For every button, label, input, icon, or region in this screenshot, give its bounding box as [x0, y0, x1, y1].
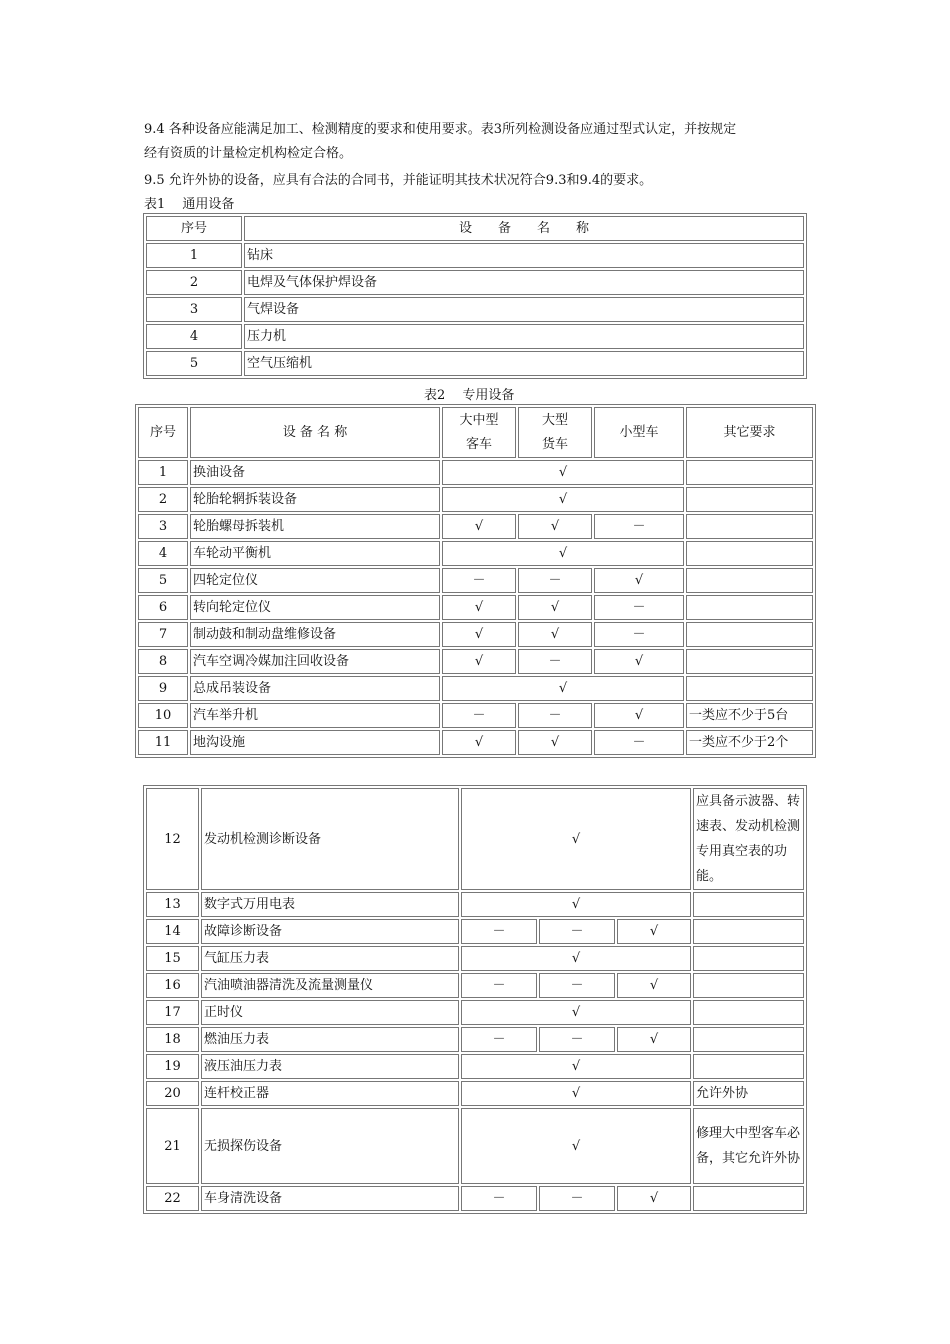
cell-name: 制动鼓和制动盘维修设备 — [190, 622, 440, 647]
cell-applies-all: √ — [461, 1000, 691, 1025]
table2-header-bus — [442, 407, 516, 458]
cell-name: 汽油喷油器清洗及流量测量仪 — [201, 973, 459, 998]
cell-other-requirement — [686, 460, 813, 485]
cell-name: 汽车空调冷媒加注回收设备 — [190, 649, 440, 674]
cell-name: 总成吊装设备 — [190, 676, 440, 701]
table-row — [146, 1027, 804, 1052]
cell-small: √ — [617, 1186, 691, 1211]
table2-header-truck — [518, 407, 592, 458]
cell-name: 故障诊断设备 — [201, 919, 459, 944]
cell-no: 21 — [146, 1108, 199, 1184]
cell-applies-all: √ — [461, 946, 691, 971]
paragraph-9-4-line2: 经有资质的计量检定机构检定合格。 — [144, 146, 353, 161]
table2-header-other: 其它要求 — [686, 407, 813, 458]
cell-bus: － — [461, 973, 537, 998]
cell-name: 转向轮定位仪 — [190, 595, 440, 620]
table2-header-truck-line2: 货车 — [541, 436, 568, 452]
cell-name: 四轮定位仪 — [190, 568, 440, 593]
cell-no: 11 — [138, 730, 188, 755]
table-row — [146, 1081, 804, 1106]
table-row — [138, 568, 813, 593]
table1-header-no: 序号 — [146, 216, 242, 241]
table2-header-row — [138, 407, 813, 458]
cell-truck: － — [539, 973, 615, 998]
cell-other-requirement: 应具备示波器、转速表、发动机检测专用真空表的功能。 — [693, 788, 804, 890]
cell-bus: √ — [442, 595, 516, 620]
cell-other-requirement — [686, 676, 813, 701]
cell-truck: √ — [518, 514, 592, 539]
cell-no: 22 — [146, 1186, 199, 1211]
cell-bus: √ — [442, 514, 516, 539]
cell-truck: － — [518, 568, 592, 593]
cell-no: 10 — [138, 703, 188, 728]
cell-name: 汽车举升机 — [190, 703, 440, 728]
table-row — [146, 270, 804, 295]
table-special-equipment — [135, 404, 816, 758]
table1-cell-no: 1 — [146, 243, 242, 268]
cell-applies-all: √ — [442, 676, 684, 701]
cell-small: √ — [594, 703, 684, 728]
cell-no: 7 — [138, 622, 188, 647]
cell-other-requirement — [686, 487, 813, 512]
cell-no: 6 — [138, 595, 188, 620]
cell-other-requirement — [686, 541, 813, 566]
table-row — [138, 487, 813, 512]
cell-small: － — [594, 595, 684, 620]
table2-header-no: 序号 — [138, 407, 188, 458]
cell-truck: － — [518, 703, 592, 728]
cell-truck: √ — [518, 595, 592, 620]
cell-no: 15 — [146, 946, 199, 971]
cell-no: 5 — [138, 568, 188, 593]
cell-truck: － — [539, 1186, 615, 1211]
paragraph-9-4 — [144, 118, 814, 166]
table-row — [138, 730, 813, 755]
cell-no: 12 — [146, 788, 199, 890]
cell-other-requirement: 一类应不少于2个 — [686, 730, 813, 755]
table2-header-name: 设 备 名 称 — [190, 407, 440, 458]
cell-bus: － — [442, 568, 516, 593]
cell-other-requirement — [693, 1054, 804, 1079]
cell-truck: √ — [518, 730, 592, 755]
cell-applies-all: √ — [461, 788, 691, 890]
table2-header-bus-line2: 客车 — [465, 436, 492, 452]
cell-name: 换油设备 — [190, 460, 440, 485]
cell-other-requirement — [693, 1000, 804, 1025]
cell-no: 4 — [138, 541, 188, 566]
cell-applies-all: √ — [442, 487, 684, 512]
cell-name: 轮胎螺母拆装机 — [190, 514, 440, 539]
table-special-equipment-continued — [143, 785, 807, 1214]
table-row — [146, 946, 804, 971]
cell-no: 3 — [138, 514, 188, 539]
table-row — [138, 703, 813, 728]
table1-header-row — [146, 216, 804, 241]
cell-no: 16 — [146, 973, 199, 998]
table-row — [146, 1108, 804, 1184]
cell-small: √ — [617, 919, 691, 944]
cell-other-requirement — [693, 946, 804, 971]
table-row — [146, 351, 804, 376]
cell-applies-all: √ — [442, 460, 684, 485]
table-row — [146, 973, 804, 998]
cell-other-requirement — [693, 1027, 804, 1052]
cell-other-requirement — [686, 622, 813, 647]
cell-other-requirement — [686, 649, 813, 674]
cell-no: 14 — [146, 919, 199, 944]
cell-other-requirement — [686, 568, 813, 593]
cell-other-requirement — [693, 1186, 804, 1211]
cell-other-requirement — [693, 973, 804, 998]
cell-other-requirement — [693, 892, 804, 917]
table-row — [138, 595, 813, 620]
cell-bus: √ — [442, 622, 516, 647]
cell-name: 地沟设施 — [190, 730, 440, 755]
cell-truck: － — [539, 919, 615, 944]
table-row — [146, 324, 804, 349]
table-row — [146, 788, 804, 890]
table-row — [146, 892, 804, 917]
cell-applies-all: √ — [461, 1081, 691, 1106]
cell-name: 液压油压力表 — [201, 1054, 459, 1079]
table-row — [138, 460, 813, 485]
cell-name: 车轮动平衡机 — [190, 541, 440, 566]
cell-name: 轮胎轮辋拆装设备 — [190, 487, 440, 512]
cell-bus: － — [461, 1027, 537, 1052]
table-row — [146, 1054, 804, 1079]
table2-header-small: 小型车 — [594, 407, 684, 458]
table2-header-bus-line1: 大中型 — [459, 412, 499, 428]
table1-cell-no: 2 — [146, 270, 242, 295]
cell-bus: √ — [442, 649, 516, 674]
cell-no: 8 — [138, 649, 188, 674]
table-row — [146, 919, 804, 944]
table-row — [146, 1000, 804, 1025]
table-row — [138, 676, 813, 701]
table1-header-name: 设 备 名 称 — [244, 216, 804, 241]
cell-name: 气缸压力表 — [201, 946, 459, 971]
cell-no: 17 — [146, 1000, 199, 1025]
table1-cell-no: 3 — [146, 297, 242, 322]
cell-small: √ — [617, 1027, 691, 1052]
cell-no: 13 — [146, 892, 199, 917]
cell-small: － — [594, 730, 684, 755]
table1-cell-no: 5 — [146, 351, 242, 376]
cell-other-requirement — [686, 514, 813, 539]
cell-bus: √ — [442, 730, 516, 755]
table1-caption: 表1 通用设备 — [144, 197, 235, 212]
table-row — [138, 514, 813, 539]
table-row — [138, 622, 813, 647]
table-row — [146, 1186, 804, 1211]
cell-name: 正时仪 — [201, 1000, 459, 1025]
cell-other-requirement — [686, 595, 813, 620]
paragraph-9-5: 9.5 允许外协的设备，应具有合法的合同书，并能证明其技术状况符合9.3和9.4的要求。 — [144, 173, 653, 188]
cell-no: 18 — [146, 1027, 199, 1052]
cell-name: 发动机检测诊断设备 — [201, 788, 459, 890]
cell-no: 20 — [146, 1081, 199, 1106]
cell-name: 连杆校正器 — [201, 1081, 459, 1106]
cell-no: 9 — [138, 676, 188, 701]
table1-cell-no: 4 — [146, 324, 242, 349]
table1-cell-name: 气焊设备 — [244, 297, 804, 322]
cell-small: － — [594, 622, 684, 647]
table-row — [146, 243, 804, 268]
table1-cell-name: 压力机 — [244, 324, 804, 349]
cell-truck: － — [539, 1027, 615, 1052]
cell-other-requirement — [693, 919, 804, 944]
cell-applies-all: √ — [461, 1054, 691, 1079]
cell-truck: √ — [518, 622, 592, 647]
paragraph-9-4-line1: 9.4 各种设备应能满足加工、检测精度的要求和使用要求。表3所列检测设备应通过型式认定，并按规定 — [144, 122, 737, 137]
cell-no: 19 — [146, 1054, 199, 1079]
cell-applies-all: √ — [461, 1108, 691, 1184]
cell-no: 1 — [138, 460, 188, 485]
table-row — [146, 297, 804, 322]
table2-caption: 表2 专用设备 — [424, 388, 515, 403]
cell-small: √ — [594, 649, 684, 674]
table-general-equipment — [143, 213, 807, 379]
cell-no: 2 — [138, 487, 188, 512]
cell-name: 数字式万用电表 — [201, 892, 459, 917]
cell-small: √ — [594, 568, 684, 593]
cell-name: 燃油压力表 — [201, 1027, 459, 1052]
cell-bus: － — [461, 919, 537, 944]
cell-truck: － — [518, 649, 592, 674]
table1-cell-name: 钻床 — [244, 243, 804, 268]
cell-applies-all: √ — [461, 892, 691, 917]
cell-other-requirement: 允许外协 — [693, 1081, 804, 1106]
table1-cell-name: 空气压缩机 — [244, 351, 804, 376]
cell-applies-all: √ — [442, 541, 684, 566]
table2-header-truck-line1: 大型 — [541, 412, 568, 428]
cell-small: √ — [617, 973, 691, 998]
cell-other-requirement: 一类应不少于5台 — [686, 703, 813, 728]
cell-name: 无损探伤设备 — [201, 1108, 459, 1184]
cell-small: － — [594, 514, 684, 539]
cell-other-requirement: 修理大中型客车必备，其它允许外协 — [693, 1108, 804, 1184]
cell-bus: － — [461, 1186, 537, 1211]
cell-bus: － — [442, 703, 516, 728]
table-row — [138, 649, 813, 674]
table1-cell-name: 电焊及气体保护焊设备 — [244, 270, 804, 295]
cell-name: 车身清洗设备 — [201, 1186, 459, 1211]
table-row — [138, 541, 813, 566]
